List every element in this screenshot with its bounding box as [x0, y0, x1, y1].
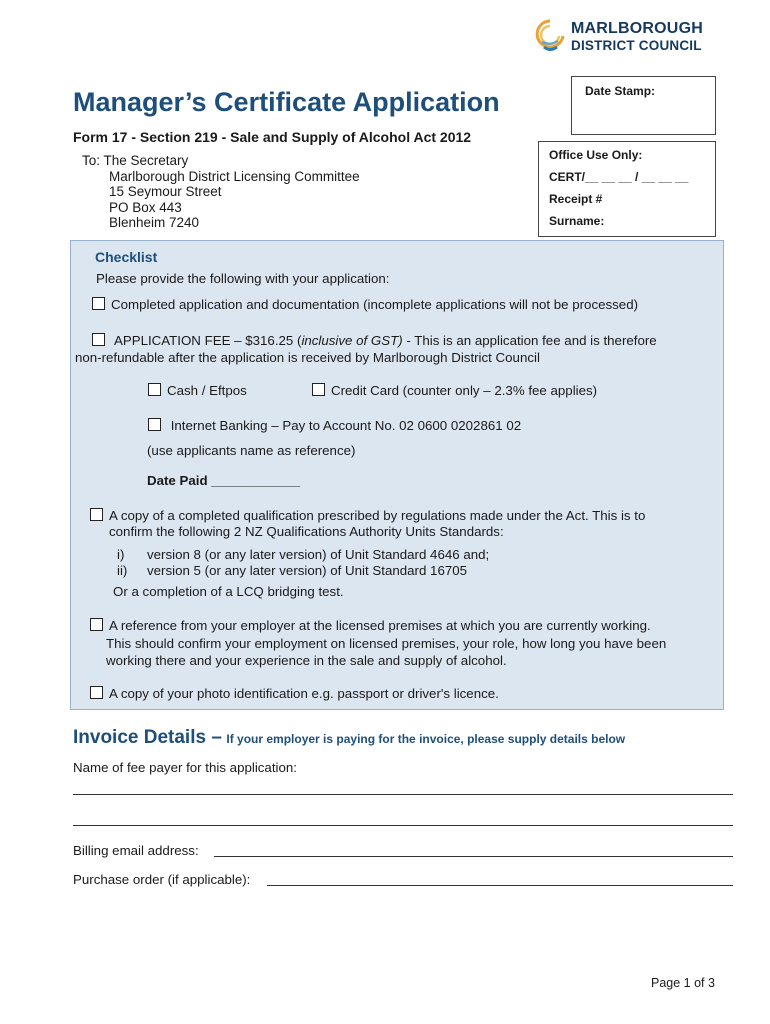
logo-line-1: MARLBOROUGH	[571, 20, 703, 37]
invoice-title: Invoice Details –	[73, 727, 222, 748]
checkbox[interactable]	[92, 333, 105, 346]
payment-cash-label: Cash / Eftpos	[167, 383, 247, 398]
payment-credit-label: Credit Card (counter only – 2.3% fee applies)	[331, 383, 598, 398]
address-line: Blenheim 7240	[109, 215, 200, 230]
unit-ii-text: version 5 (or any later version) of Unit Standard 16705	[147, 563, 468, 578]
reference-line-2: This should confirm your employment on licensed premises, your role, how long you have been	[106, 636, 667, 651]
recipient-address	[82, 153, 360, 231]
checklist-item-photo-id	[90, 686, 499, 701]
lcq-note: Or a completion of a LCQ bridging test.	[113, 584, 344, 599]
form-subtitle: Form 17 - Section 219 - Sale and Supply of Alcohol Act 2012	[73, 129, 472, 145]
office-cert-field: CERT/__ __ __ / __ __ __	[549, 170, 689, 184]
checklist-item-application	[92, 297, 638, 312]
unit-i-text: version 8 (or any later version) of Unit Standard 4646 and;	[147, 547, 490, 562]
address-line: Marlborough District Licensing Committee	[109, 168, 360, 184]
payment-reference-note: (use applicants name as reference)	[147, 443, 356, 458]
date-stamp-box	[571, 76, 716, 135]
checklist-title: Checklist	[95, 249, 158, 265]
checkbox[interactable]	[148, 383, 161, 396]
purchase-order-label: Purchase order (if applicable):	[73, 872, 251, 887]
council-logo-icon	[533, 17, 567, 55]
office-surname-field: Surname:	[549, 214, 605, 228]
fee-gst-note: inclusive of GST)	[301, 333, 403, 348]
qualification-text: A copy of a completed qualification prescribed by regulations made under the Act. This is to	[109, 508, 646, 523]
billing-email-label: Billing email address:	[73, 843, 199, 858]
invoice-heading	[73, 727, 625, 749]
address-line: 15 Seymour Street	[109, 184, 222, 199]
checklist-item-label: Completed application and documentation (incomplete applications will not be processed)	[111, 297, 639, 312]
unit-i-number: i)	[117, 547, 125, 562]
payment-internet-label: Internet Banking – Pay to Account No. 02 0600 0202861 02	[170, 418, 522, 433]
reference-line-3: working there and your experience in the sale and supply of alcohol.	[106, 653, 507, 668]
checklist-intro: Please provide the following with your application:	[96, 271, 390, 286]
payment-option-credit	[312, 383, 597, 398]
checkbox[interactable]	[148, 418, 161, 431]
fee-line-2: non-refundable after the application is received by Marlborough District Council	[75, 350, 540, 365]
checklist-item-qualification	[90, 508, 645, 523]
fee-text: APPLICATION FEE – $316.25 (	[113, 333, 302, 348]
fee-payer-line-1[interactable]	[73, 794, 733, 795]
office-use-box	[538, 141, 716, 237]
fee-payer-line-2[interactable]	[73, 825, 733, 826]
checkbox[interactable]	[312, 383, 325, 396]
recipient-to: To: The Secretary	[82, 153, 189, 168]
checkbox[interactable]	[92, 297, 105, 310]
unit-ii-number: ii)	[117, 563, 128, 578]
office-receipt-field: Receipt #	[549, 192, 603, 206]
payment-option-internet	[148, 418, 521, 433]
page-title: Manager’s Certificate Application	[73, 87, 500, 117]
checkbox[interactable]	[90, 508, 103, 521]
checkbox[interactable]	[90, 618, 103, 631]
logo-line-2: DISTRICT COUNCIL	[571, 38, 702, 53]
checkbox[interactable]	[90, 686, 103, 699]
invoice-note: If your employer is paying for the invoice, please supply details below	[226, 732, 626, 746]
page-number: Page 1 of 3	[651, 976, 715, 990]
purchase-order-field[interactable]	[267, 885, 733, 886]
reference-text: A reference from your employer at the licensed premises at which you are currently working.	[109, 618, 651, 633]
council-logo	[533, 17, 723, 57]
office-use-heading: Office Use Only:	[549, 148, 643, 162]
date-stamp-label: Date Stamp:	[585, 84, 656, 98]
photo-id-text: A copy of your photo identification e.g. passport or driver's licence.	[109, 686, 499, 701]
qualification-line-2: confirm the following 2 NZ Qualifications Authority Units Standards:	[109, 524, 504, 539]
fee-text-cont: - This is an application fee and is therefore	[402, 333, 657, 348]
checklist-item-reference	[90, 618, 651, 633]
address-line: PO Box 443	[109, 199, 182, 215]
checklist-item-fee	[92, 333, 657, 348]
date-paid-field[interactable]: Date Paid ____________	[147, 473, 301, 488]
payment-option-cash	[148, 383, 247, 398]
fee-payer-label: Name of fee payer for this application:	[73, 760, 297, 775]
billing-email-field[interactable]	[214, 856, 733, 857]
